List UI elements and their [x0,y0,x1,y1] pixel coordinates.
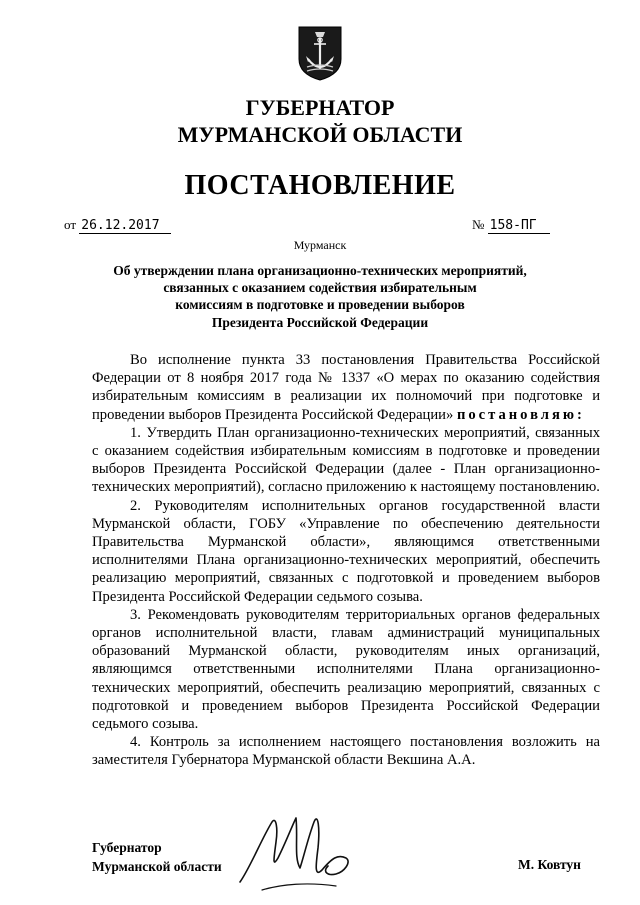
subject-line: комиссиям в подготовке и проведении выборов [175,297,465,313]
decree-word: постановляю: [456,406,585,423]
decree-item: 4. Контроль за исполнением настоящего постановления возложить на заместителя Губернатора Мурманской области Векшина А.А. [92,734,600,769]
document-date-row [64,217,171,234]
document-date: 26.12.2017 [79,218,171,234]
handwritten-signature-icon [232,798,382,902]
document-body [92,351,600,770]
city: Мурманск [293,238,347,252]
subject-line: Об утверждении плана организационно-технических мероприятий, [113,263,527,278]
murmansk-coat-of-arms-icon [296,25,344,81]
decree-item: 1. Утвердить План организационно-технических мероприятий, связанных с оказанием содействия избирательным комиссиям в подготовке и проведении выборов Президента Российской Федерации (далее - План организационно-технических мероприятий), согласно приложению к настоящему постановлению. [92,424,600,496]
subject-line: Президента Российской Федерации [211,314,429,330]
decree-item: 3. Рекомендовать руководителям территориальных органов федеральных органов исполнительной власти, главам администраций муниципальных образований Мурманской области, руководителям иных организаций, являющимся ответственными исполнителями Плана организационно-технических мероприятий, обеспечить реализацию мероприятий, связанных с подготовкой и проведением выборов Президента Российской Федерации седьмого созыва. [92,606,600,733]
number-prefix: № [472,217,485,232]
document-subject [110,262,530,331]
issuer-title: ГУБЕРНАТОР [245,95,395,120]
issuer-region: МУРМАНСКОЙ ОБЛАСТИ [177,122,463,147]
subject-line: связанных с оказанием содействия избирательным [163,280,477,296]
document-number: 158-ПГ [488,218,550,234]
signatory-title: Губернатор Мурманской области [92,840,222,874]
decree-item: 2. Руководителям исполнительных органов государственной власти Мурманской области, ГОБУ «Управление по обеспечению деятельности Правительства Мурманской области», являющимся ответственными исполнителями Плана организационно-технических мероприятий, обеспечить реализацию мероприятий, связанных с подготовкой и проведением выборов Президента Российской Федерации седьмого созыва. [92,497,600,605]
document-number-row [472,217,550,234]
document-kind: ПОСТАНОВЛЕНИЕ [184,170,456,201]
preamble-paragraph [92,351,600,424]
date-prefix: от [64,217,77,232]
signatory-name: М. Ковтун [518,857,581,872]
preamble-text: Во исполнение пункта 33 постановления Правительства Российской Федерации от 8 ноября 2017 года № 1337 «О мерах по оказанию содействия избирательным комиссиям в реализации их полномочий при подготовке и проведении выборов Президента Российской Федерации» [92,352,600,423]
